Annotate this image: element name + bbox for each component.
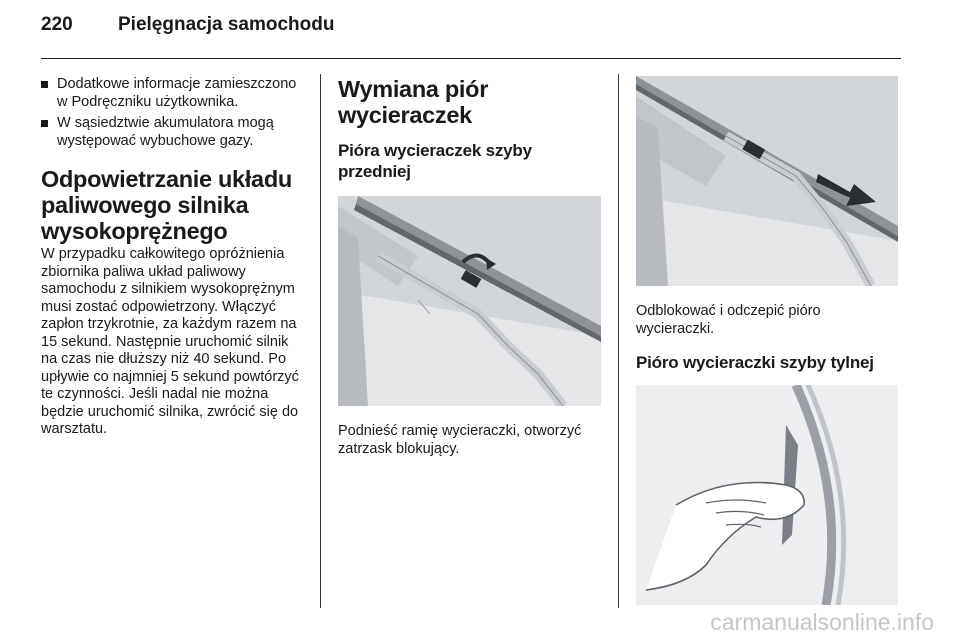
bullet-item: W sąsiedztwie akumulatora mogą występować wybuchowe gazy. xyxy=(41,115,306,150)
column-middle xyxy=(338,76,606,458)
bullet-item: Dodatkowe informacje zamieszczono w Podręczniku użytkownika. xyxy=(41,76,306,111)
subheading-rear-wiper: Pióro wycieraczki szyby tylnej xyxy=(636,353,874,372)
caption-unhook-wiper-blade: Odblokować i odczepić pióro wycieraczki. xyxy=(636,303,821,337)
column-divider-left xyxy=(320,74,321,608)
subheading-front-wiper: Pióra wycieraczek szyby przedniej xyxy=(338,141,532,181)
bullet-square-icon xyxy=(41,120,48,127)
fuel-bleeding-body-text: W przypadku całkowitego opróżnienia zbiornika paliwa układ paliwowy samochodu z silnikiem wysokoprężnym musi zostać odpowietrzony. Włączyć zapłon trzykrotnie, za każdym razem na 15 sekund. Następnie uruchomić silnik na czas nie dłuższy niż 40 sekund. Po upływie co najmniej 5 sekund powtórzyć te czynności. Jeśli nadal nie można będzie uruchomić silnika, zwrócić się do warsztatu. xyxy=(41,246,299,437)
wiper-arm-illustration xyxy=(338,196,601,406)
wiper-blade-illustration xyxy=(636,76,898,286)
column-left xyxy=(41,76,306,439)
section-title-wiper-replacement: Wymiana piór wycieraczek xyxy=(338,76,489,128)
watermark-text: carmanualsonline.info xyxy=(710,609,934,635)
figure-lift-wiper-arm xyxy=(338,196,601,406)
rear-wiper-illustration xyxy=(636,385,898,605)
column-divider-right xyxy=(618,74,619,608)
info-bullet-list xyxy=(41,76,306,150)
caption-lift-wiper-arm: Podnieść ramię wycieraczki, otworzyć zatrzask blokujący. xyxy=(338,423,582,457)
figure-rear-wiper-blade xyxy=(636,385,898,605)
page-number: 220 xyxy=(41,14,73,35)
bullet-square-icon xyxy=(41,81,48,88)
column-right xyxy=(636,76,902,605)
figure-unhook-wiper-blade xyxy=(636,76,898,286)
page-header-title: Pielęgnacja samochodu xyxy=(118,14,335,35)
header-rule xyxy=(41,58,901,59)
section-title-fuel-bleeding: Odpowietrzanie układu paliwowego silnika wysokoprężnego xyxy=(41,166,292,244)
